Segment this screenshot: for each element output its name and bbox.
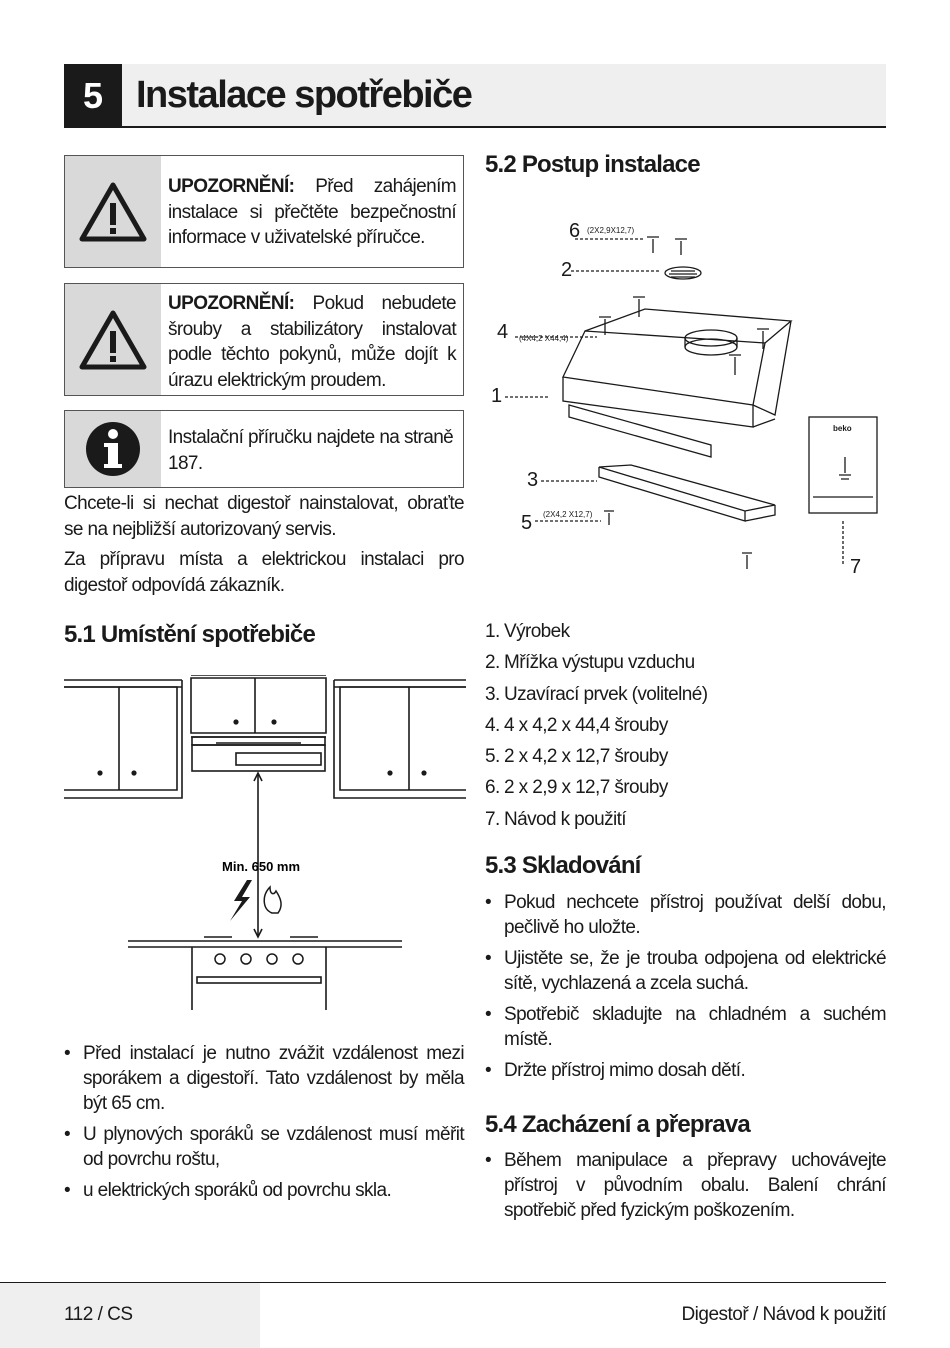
list-item: • u elektrických sporáků od povrchu skla. bbox=[64, 1178, 464, 1203]
list-item: • Během manipulace a přepravy uchovávejte přístroj v původním obalu. Balení chrání spotřebič před fyzickým poškozením. bbox=[485, 1148, 886, 1223]
section-5-3-title: 5.3 Skladování bbox=[485, 852, 641, 879]
section-5-1-title: 5.1 Umístění spotřebiče bbox=[64, 621, 316, 648]
intro-paragraph-2: Za přípravu místa a elektrickou instalaci pro digestoř odpovídá zákazník. bbox=[64, 549, 464, 596]
chapter-title: Instalace spotřebiče bbox=[136, 74, 472, 116]
callout-3: 3 bbox=[527, 469, 539, 491]
document-title: Digestoř / Návod k použití bbox=[681, 1304, 886, 1325]
section-5-3-bullets bbox=[485, 890, 886, 1089]
warning-text-2: UPOZORNĚNÍ: Pokud nebudete šrouby a stabilizátory instalovat podle těchto pokynů, může dojít k úrazu elektrickým proudem. bbox=[168, 293, 456, 391]
callout-7: 7 bbox=[850, 556, 862, 578]
intro-paragraph-1: Chcete-li si nechat digestoř nainstalovat, obraťte se na nejbližší autorizovaný servis. bbox=[64, 493, 464, 540]
list-item: 1. Výrobek bbox=[485, 621, 570, 642]
list-item: 3. Uzavírací prvek (volitelné) bbox=[485, 683, 708, 705]
parts-list bbox=[485, 620, 707, 839]
warning-triangle-icon bbox=[65, 156, 161, 267]
callout-2: 2 bbox=[561, 259, 573, 281]
callout-4-size: (4X4,2 X44,4) bbox=[519, 334, 569, 343]
min-distance-label: Min. 650 mm bbox=[222, 859, 301, 874]
info-icon bbox=[65, 411, 161, 487]
callout-6-size: (2X2,9X12,7) bbox=[587, 226, 635, 235]
info-text: Instalační příručku najdete na straně 187. bbox=[168, 427, 454, 474]
info-box bbox=[64, 410, 464, 488]
warning-box-2 bbox=[64, 283, 464, 396]
list-item: • Před instalací je nutno zvážit vzdálenost mezi sporákem a digestoří. Tato vzdálenost by měla být 65 cm. bbox=[64, 1041, 464, 1116]
chapter-number: 5 bbox=[64, 64, 122, 128]
warning-box-1 bbox=[64, 155, 464, 268]
callout-5: 5 bbox=[521, 512, 533, 534]
list-item: 5. 2 x 4,2 x 12,7 šrouby bbox=[485, 746, 668, 768]
list-item: 6. 2 x 2,9 x 12,7 šrouby bbox=[485, 777, 668, 799]
list-item: • U plynových sporáků se vzdálenost musí měřit od povrchu roštu, bbox=[64, 1122, 464, 1172]
callout-5-size: (2X4,2 X12,7) bbox=[543, 510, 593, 519]
section-5-4-bullets bbox=[485, 1148, 886, 1229]
page-number: 112 / CS bbox=[64, 1304, 133, 1325]
list-item: • Držte přístroj mimo dosah dětí. bbox=[485, 1058, 886, 1083]
callout-1: 1 bbox=[491, 385, 503, 407]
list-item: • Ujistěte se, že je trouba odpojena od elektrické sítě, vychlazená a zcela suchá. bbox=[485, 946, 886, 996]
manual-brand: beko bbox=[833, 424, 852, 433]
section-5-1-bullets bbox=[64, 1041, 464, 1209]
installation-diagram bbox=[485, 205, 886, 585]
list-item: 7. Návod k použití bbox=[485, 808, 626, 830]
section-5-2-title: 5.2 Postup instalace bbox=[485, 151, 700, 178]
warning-text-1: UPOZORNĚNÍ: Před zahájením instalace si přečtěte bezpečnostní informace v uživatelské příručce. bbox=[168, 176, 456, 248]
callout-6: 6 bbox=[569, 220, 581, 242]
list-item: 2. Mřížka výstupu vzduchu bbox=[485, 652, 695, 674]
list-item: 4. 4 x 4,2 x 44,4 šrouby bbox=[485, 714, 668, 736]
list-item: • Spotřebič skladujte na chladném a suchém místě. bbox=[485, 1002, 886, 1052]
section-5-4-title: 5.4 Zacházení a přeprava bbox=[485, 1111, 750, 1138]
chapter-header bbox=[64, 64, 886, 128]
warning-triangle-icon bbox=[65, 284, 161, 395]
list-item: • Pokud nechcete přístroj používat delší dobu, pečlivě ho uložte. bbox=[485, 890, 886, 940]
placement-diagram bbox=[64, 675, 466, 1015]
callout-4: 4 bbox=[497, 321, 509, 343]
